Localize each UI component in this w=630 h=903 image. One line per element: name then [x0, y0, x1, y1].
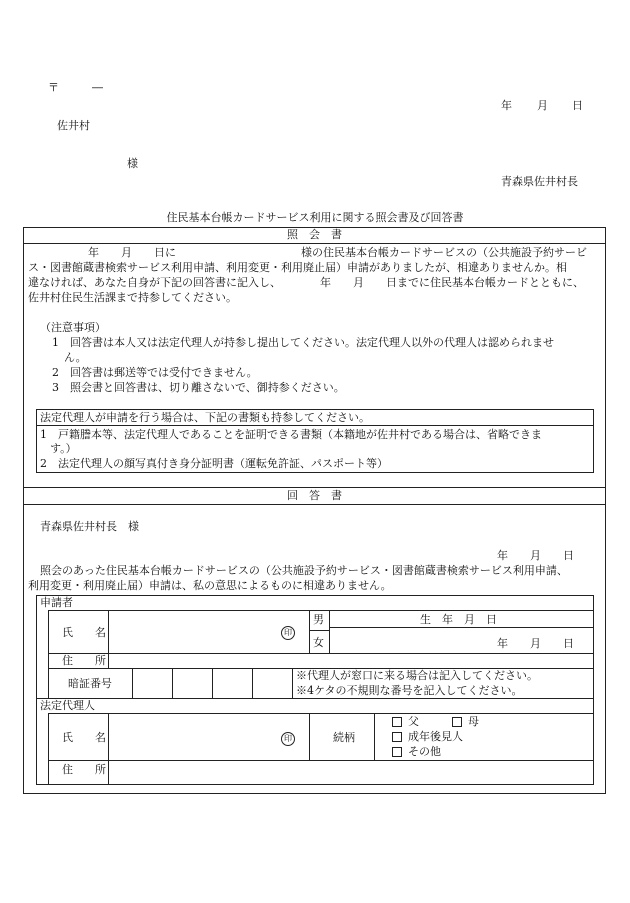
header-date-month: 月 — [537, 99, 548, 112]
answer-date: 年 月 日 — [497, 549, 574, 562]
applicant-label: 申請者 — [40, 596, 73, 609]
pin-digit-1[interactable] — [133, 669, 171, 697]
relation-label: 続柄 — [333, 731, 355, 744]
sender-name: 青森県佐井村長 — [501, 175, 578, 188]
checkbox-mother[interactable] — [452, 717, 462, 727]
legal-rep-address-field[interactable] — [110, 761, 590, 783]
postal-mark: 〒 — [48, 81, 59, 94]
pin-note-1: ※代理人が窓口に来る場合は記入してください。 — [296, 669, 538, 682]
answer-body-1: 照会のあった住民基本台帳カードサービスの（公共施設予約サービス・図書館蔵書検索サービス利用申請、 — [40, 564, 568, 577]
pin-digit-3[interactable] — [213, 669, 251, 697]
relation-option-mother[interactable]: 母 — [452, 714, 479, 730]
header-date-day: 日 — [572, 99, 583, 112]
relation-option-father[interactable]: 父 — [392, 714, 419, 730]
applicant-seal-mark: 印 — [281, 624, 295, 640]
inquiry-line4: 佐井村住民生活課まで持参してください。 — [28, 291, 237, 304]
legal-rep-label: 法定代理人 — [40, 699, 95, 712]
applicant-name-label: 氏 名 — [62, 626, 106, 639]
gender-male-option[interactable]: 男 — [313, 613, 324, 626]
gender-female-option[interactable]: 女 — [313, 636, 324, 649]
legal-docs-item1: 1 戸籍謄本等、法定代理人であることを証明できる書類（本籍地が佐井村である場合は、省略できま — [40, 428, 542, 441]
applicant-name-field[interactable] — [110, 612, 290, 650]
relation-option-other[interactable]: その他 — [392, 744, 441, 760]
legal-rep-seal-mark: 印 — [281, 730, 295, 746]
note-1-cont: ん。 — [64, 351, 87, 364]
pin-digit-4[interactable] — [253, 669, 291, 697]
birth-date-label: 生 年 月 日 — [420, 613, 497, 626]
header-date-year: 年 — [501, 99, 512, 112]
inquiry-heading: 照 会 書 — [287, 228, 342, 241]
postal-dash: ― — [92, 81, 103, 94]
legal-rep-name-field[interactable] — [110, 715, 290, 757]
birth-date-field[interactable]: 年 月 日 — [497, 637, 574, 650]
legal-rep-name-label: 氏 名 — [62, 731, 106, 744]
recipient-sama: 様 — [127, 157, 138, 170]
legal-docs-item1-cont: す。） — [50, 442, 77, 455]
relation-option-guardian[interactable]: 成年後見人 — [392, 729, 463, 745]
inquiry-date: 年 月 日に — [88, 246, 176, 259]
inquiry-line3: 違なければ、あなた自身が下記の回答書に記入し、 — [28, 276, 281, 289]
answer-addressee: 青森県佐井村長 様 — [40, 520, 139, 533]
legal-docs-heading: 法定代理人が申請を行う場合は、下記の書類も持参してください。 — [40, 411, 370, 424]
pin-label: 暗証番号 — [68, 677, 112, 690]
checkbox-other[interactable] — [392, 747, 402, 757]
pin-note-2: ※4ケタの不規則な番号を記入してください。 — [296, 684, 523, 697]
checkbox-father[interactable] — [392, 717, 402, 727]
inquiry-line2: ス・図書館蔵書検索サービス利用申請、利用変更・利用廃止届）申請がありましたが、相違ありませんか。相 — [28, 261, 567, 274]
applicant-address-field[interactable] — [110, 654, 590, 667]
note-2: 2 回答書は郵送等では受付できません。 — [52, 366, 258, 379]
recipient-village: 佐井村 — [57, 119, 90, 132]
note-1: 1 回答書は本人又は法定代理人が持参し提出してください。法定代理人以外の代理人は認められませ — [52, 336, 554, 349]
note-3: 3 照会書と回答書は、切り離さないで、御持参ください。 — [52, 381, 345, 394]
inquiry-deadline: 年 月 日までに住民基本台帳カードとともに、 — [320, 276, 584, 289]
answer-body-2: 利用変更・利用廃止届）申請は、私の意思によるものに相違ありません。 — [28, 579, 392, 592]
page-title: 住民基本台帳カードサービス利用に関する照会書及び回答書 — [166, 211, 464, 224]
checkbox-guardian[interactable] — [392, 732, 402, 742]
answer-heading: 回 答 書 — [287, 489, 342, 502]
applicant-address-label: 住 所 — [62, 654, 106, 667]
pin-digit-2[interactable] — [173, 669, 211, 697]
inquiry-line1: 様の住民基本台帳カードサービスの（公共施設予約サービ — [301, 246, 587, 259]
legal-docs-item2: 2 法定代理人の顔写真付き身分証明書（運転免許証、パスポート等） — [40, 457, 388, 470]
notes-heading: （注意事項） — [40, 321, 106, 334]
legal-rep-address-label: 住 所 — [62, 763, 106, 776]
